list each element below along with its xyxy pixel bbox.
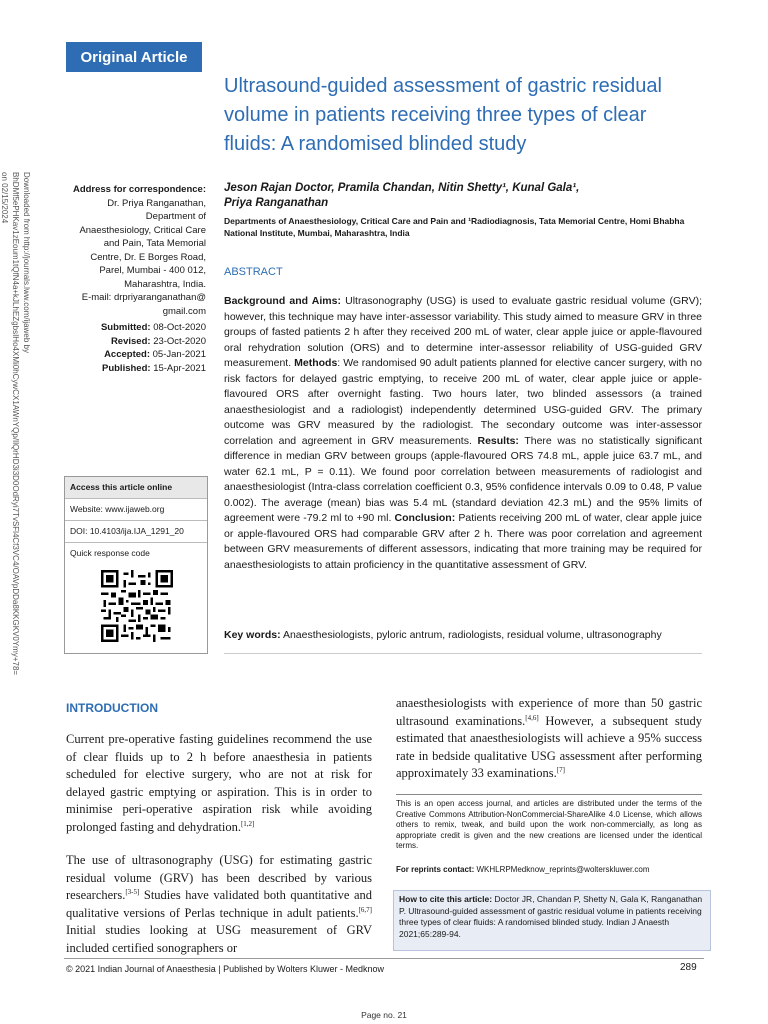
abstract-methods-label: Methods	[291, 357, 338, 369]
citation-ref[interactable]: [4,6]	[525, 713, 539, 722]
website-link[interactable]: Website: www.ijaweb.org	[65, 499, 207, 521]
correspondence-label: Address for correspondence:	[72, 184, 206, 195]
license-divider	[396, 794, 702, 795]
open-access-notice: This is an open access journal, and articles are distributed under the terms of the Creative Commons Attribution-NonCommercial-ShareAlike 4.0 License, which allows others to remix, tweak, and build upon the work non-commercially, as long as appropriate credit is given and the new creations are licensed under the identical terms.	[396, 799, 702, 850]
keywords-label: Key words:	[224, 629, 281, 641]
citation-ref[interactable]: [3-5]	[125, 887, 140, 896]
download-watermark	[0, 172, 48, 676]
keywords-text: Anaesthesiologists, pyloric antrum, radiologists, residual volume, ultrasonography	[280, 629, 662, 641]
article-dates	[66, 321, 206, 375]
address-line: Anaesthesiology, Critical Care	[79, 224, 206, 236]
citation-ref[interactable]: [1,2]	[240, 819, 255, 828]
author-list	[224, 181, 704, 211]
qr-code-label: Quick response code	[70, 548, 150, 558]
keywords-divider	[224, 653, 702, 654]
access-box-heading: Access this article online	[65, 477, 207, 499]
address-line: Centre, Dr. E Borges Road,	[90, 251, 206, 263]
abstract-results-label: Results:	[471, 434, 519, 447]
abstract-methods-text: : We randomised 90 adult patients planned for elective cancer surgery, with no risk factors for delayed gastric emptying, to receive 200 mL of water, clear apple juice or apple-flavoured ORS after overnight fasting. Two hours later, two blinded assessors (a trained anaesthesiologist and a radiologist) independently determined USG-guided GRV. The primary outcome was GRV measured by the radiologist. The secondary outcome was inter-assessor correlation and agreement in GRV measurements.	[224, 357, 702, 447]
intro-column-right	[396, 695, 702, 783]
how-to-cite-label: How to cite this article:	[399, 894, 493, 904]
intro-column-left	[66, 731, 372, 973]
keywords	[224, 628, 702, 643]
abstract-body	[224, 294, 702, 573]
date-submitted: Submitted: 08-Oct-2020	[100, 322, 206, 333]
viewer-page-label: Page no. 21	[361, 1010, 407, 1020]
address-line: Maharashtra, India.	[124, 278, 206, 290]
article-title: Ultrasound-guided assessment of gastric residual volume in patients receiving three types of clear fluids: A randomised blinded study	[224, 75, 662, 155]
address-line: Dr. Priya Ranganathan,	[107, 197, 206, 209]
intro-paragraph: Current pre-operative fasting guidelines recommend the use of clear fluids up to 2 h before anaesthesia in patients scheduled for elective surgery, who are not at risk for delayed gastric emptying or aspiration. This is in order to minimise peri-operative aspiration risk while avoiding prolonged fasting and dehydration.[1,2]	[66, 732, 372, 834]
date-published: Published: 15-Apr-2021	[101, 362, 206, 374]
reprints-contact	[396, 865, 702, 874]
address-line: Parel, Mumbai - 400 012,	[99, 265, 206, 276]
how-to-cite-box	[393, 890, 711, 951]
abstract-conclusion-label: Conclusion:	[391, 512, 456, 524]
date-accepted: Accepted: 05-Jan-2021	[104, 349, 206, 360]
download-watermark-text: Downloaded from http://journals.lww.com/ijaweb by BhDMf5ePHKav1zEoum1tQfN4a+kJLhEZgbsIHo4XMi0hCywCX1AWnYQp/IlQrHD3i3D0OdRyi7TvSFl4Cf3VC4/OAVpDDa8KKGKV0Ymy+78= on 02/15/2024	[0, 172, 31, 676]
abstract-background-label: Background and Aims:	[224, 295, 341, 307]
journal-footer: © 2021 Indian Journal of Anaesthesia | Published by Wolters Kluwer - Medknow	[66, 964, 384, 974]
reprints-email[interactable]: WKHLRPMedknow_reprints@wolterskluwer.com	[474, 865, 650, 874]
address-line: E-mail: drpriyaranganathan@	[81, 292, 206, 303]
reprints-label: For reprints contact:	[396, 865, 475, 874]
introduction-heading: INTRODUCTION	[66, 701, 158, 715]
abstract-background-text: Ultrasonography (USG) is used to evaluate gastric residual volume (GRV); however, this technique may have inter-assessor variability. This study aimed to measure GRV in three groups of fasted patients 2 h after they received 200 mL of water, clear apple juice or apple-flavoured oral rehydration solution (ORS) and to determine inter-assessor reliability of USG-guided GRV measurement.	[224, 295, 702, 369]
address-line: and Pain, Tata Memorial	[103, 238, 206, 249]
correspondence-address	[66, 183, 206, 318]
citation-ref[interactable]: [7]	[556, 765, 565, 774]
citation-ref[interactable]: [6,7]	[358, 905, 372, 914]
intro-paragraph: anaesthesiologists with experience of more than 50 gastric ultrasound examinations.[4,6] However, a subsequent study estimated that anaesthesiologists will achieve a 95% success rate in bedside qualitative USG assessment after performing approximately 33 examinations.[7]	[396, 696, 703, 780]
address-line: Department of	[145, 211, 206, 222]
abstract-heading: ABSTRACT	[224, 266, 283, 278]
abstract-results-text: There was no statistically significant difference in median GRV between groups (apple-flavoured ORS 74.8 mL, apple juice 63.7 mL, and water 62.1 mL, P = 0.11). We found poor correlation between measurements of radiologist and anaesthesiologist (Intra-class correlation coefficient 0.3, 95% confidence intervals 0.09 to 0.48, P value 0.002). The average (mean) bias was 5.4 mL (standard deviation 42.3 mL) and the 95% limits of agreement were -79.2 ml to +90 ml.	[224, 434, 702, 524]
journal-page-number: 289	[680, 962, 697, 973]
qr-code-icon[interactable]	[101, 570, 173, 642]
abstract-conclusion-text: Patients receiving 200 mL of water, clear apple juice or apple-flavoured ORS had comparable GRV after 2 h. There was poor correlation and agreement between GRV measurements of different assessors, indicating that more training may be required for anaesthesiologists to attain proficiency in the quantitative assessment of GRV.	[224, 512, 702, 571]
intro-paragraph: The use of ultrasonography (USG) for estimating gastric residual volume (GRV) has been described by various researchers.[3-5] Studies have validated both quantitative and qualitative versions of Perlas technique in adult patients.[6,7] Initial studies looking at USG measurement of GRV included certified sonographers or	[66, 853, 372, 955]
address-line: gmail.com	[162, 305, 206, 317]
access-online-box	[64, 476, 208, 654]
date-revised: Revised: 23-Oct-2020	[110, 335, 206, 347]
author-affiliation: Departments of Anaesthesiology, Critical Care and Pain and ¹Radiodiagnosis, Tata Memorial Centre, Homi Bhabha National Institute, Mumbai, Maharashtra, India	[224, 216, 685, 238]
doi-link[interactable]: DOI: 10.4103/ija.IJA_1291_20	[65, 521, 207, 543]
article-type-badge: Original Article	[66, 42, 202, 72]
how-to-cite-text: Doctor JR, Chandan P, Shetty N, Gala K, Ranganathan P. Ultrasound-guided assessment of gastric residual volume in patients receiving three types of clear fluids: A randomised blinded study. Indian J Anaesth 2021;65:289-94.	[399, 894, 703, 939]
footer-divider	[64, 958, 704, 959]
authors-line-2: Priya Ranganathan	[224, 197, 329, 209]
authors-line-1: Jeson Rajan Doctor, Pramila Chandan, Nitin Shetty¹, Kunal Gala¹,	[224, 182, 580, 194]
